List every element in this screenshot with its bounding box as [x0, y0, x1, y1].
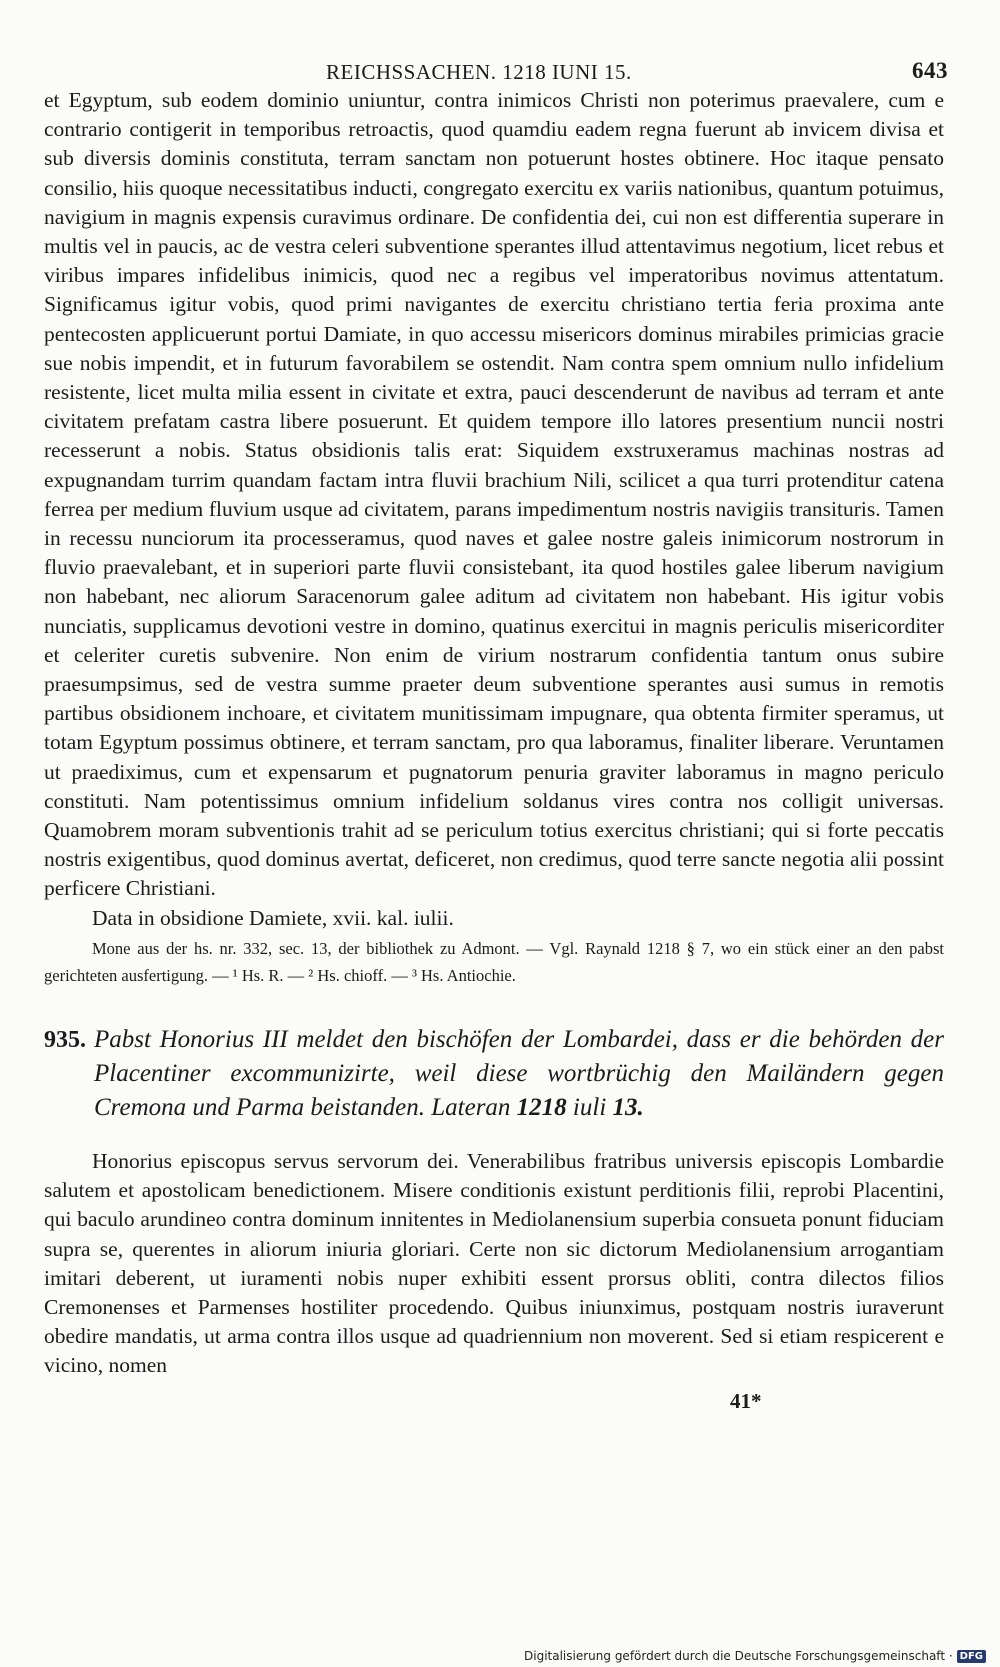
title-day: 13.: [612, 1093, 644, 1121]
page-number: 643: [912, 58, 948, 83]
document-934-dating: Data in obsidione Damiete, xvii. kal. iulii.: [92, 905, 454, 930]
document-934-body: [44, 86, 944, 933]
title-month: iuli: [566, 1093, 613, 1121]
document-935-heading: [44, 1023, 944, 1125]
footer-credit: Digitalisierung gefördert durch die Deutsche Forschungsgemeinschaft ·: [524, 1649, 953, 1663]
dfg-logo-icon: DFG: [957, 1650, 986, 1663]
running-header: [44, 52, 948, 86]
document-935-text: Honorius episcopus servus servorum dei. Venerabilibus fratribus universis episcopis Lombardie salutem et apostolicam benedictionem. Misere conditionis existunt perditionis filii, reprobi Placentini, qui baculo arundineo contra dominum innitentes in Mediolanensium superbia consueta ponunt fiduciam supra se, querentes in aliorum iniuria gloriari. Certe non sic dictorum Mediolanensium arrogantiam imitari deberent, ut iuramenti nobis nuper exhibiti essent prorsus obliti, contra dilectos filios Cremonenses et Parmenses hostiliter procedendo. Quibus iniunximus, postquam nostris iuraverunt obedire mandatis, ut arma contra illos usque ad quadriennium non moverent. Sed si etiam respicerent e vicino, nomen: [44, 1148, 944, 1378]
title-text: Pabst Honorius III meldet den bischöfen der Lombardei, dass er die behörden der Placentiner excommunizirte, weil diese wortbrüchig den Mailändern gegen Cremona und Parma beistanden. Lateran: [94, 1025, 944, 1121]
running-title: REICHSSACHEN. 1218 IUNI 15.: [326, 60, 632, 84]
signature-mark: 41*: [730, 1388, 762, 1413]
document-935-number: 935.: [44, 1026, 86, 1053]
document-935-title: [94, 1023, 944, 1125]
document-934-text: et Egyptum, sub eodem dominio uniuntur, contra inimicos Christi non poterimus praevalere, cum e contrario contigerit in temporibus retroactis, quod quamdiu eadem regna fuerunt ab invicem divisa et sub diversis dominis constituta, terram sanctam non potuerunt hostes obtinere. Hoc itaque pensato consilio, hiis quoque necessitatibus inducti, congregato exercitu ex variis nationibus, quantum potuimus, navigium in magnis expensis curavimus ordinare. De confidentia dei, cui non est differentia superare in multis vel in paucis, ac de vestra celeri subventione sperantes illud attentavimus negotium, licet rebus et viribus impares infidelibus inimicis, quod nec a regibus vel imperatoribus novimus attentatum. Significamus igitur vobis, quod primi navigantes de exercitu christiano tertia feria proxima ante pentecosten applicuerunt portui Damiate, in quo accessu misericors dominus mirabiles primicias gracie sue nobis impendit, et in futurum favorabilem se ostendit. Nam contra spem omnium nullo infidelium resistente, licet multa milia essent in civitate et extra, pauci descenderunt de navibus ad terram et ante civitatem prefatam castra libere posuerunt. Et quidem tempore illo latores presentium nuncii nostri recesserunt a nobis. Status obsidionis talis erat: Siquidem exstruxeramus machinas nostras ad expugnandam turrim quandam factam intra fluvii brachium Nili, scilicet a qua turri protenditur catena ferrea per medium fluvium usque ad civitatem, parans impedimentum nostris navigiis transituris. Tamen in recessu nunciorum ita processeramus, quod naves et galee nostre galeis inimicorum nostrorum in fluvio praevalebant, et in superiori parte fluvii consistebant, ita quod hostiles galee liberum navigium non habebant, nec aliorum Saracenorum galee aditum ad civitatem non habebant. His igitur vobis nunciatis, supplicamus devotioni vestre in domino, quatinus exercitui in magnis periculis misericorditer et celeriter curetis subvenire. Non enim de virium nostrarum confidentia tantum onus subire praesumpsimus, sed de vestra summe praeter deum subventione sperantes ausi sumus in remotis partibus obsidionem inchoare, et civitatem munitissimam impugnare, qua obtenta firmiter speramus, ut totam Egyptum possimus obtinere, et terram sanctam, pro qua laboramus, finaliter liberare. Veruntamen ut praediximus, cum et expensarum et pugnatorum penuria graviter laboramus in magno periculo constituti. Nam potentissimus omnium infidelium soldanus vires contra nos colligit universas. Quamobrem moram subventionis trahit ad se periculum totius exercitus christiani; qui si forte peccatis nostris exigentibus, quod dominus avertat, deficeret, non credimus, quod terre sancte negotia alii possint perficere Christiani.: [44, 88, 944, 901]
page: [44, 52, 948, 1414]
document-935-body: [44, 1147, 944, 1381]
document-934-notes: Mone aus der hs. nr. 332, sec. 13, der bibliothek zu Admont. — Vgl. Raynald 1218 § 7, wo ein stück einer an den pabst gerichteten ausfertigung. — ¹ Hs. R. — ² Hs. chioff. — ³ Hs. Antiochie.: [44, 938, 944, 985]
digitization-footer: [524, 1649, 986, 1663]
title-year: 1218: [516, 1093, 567, 1121]
